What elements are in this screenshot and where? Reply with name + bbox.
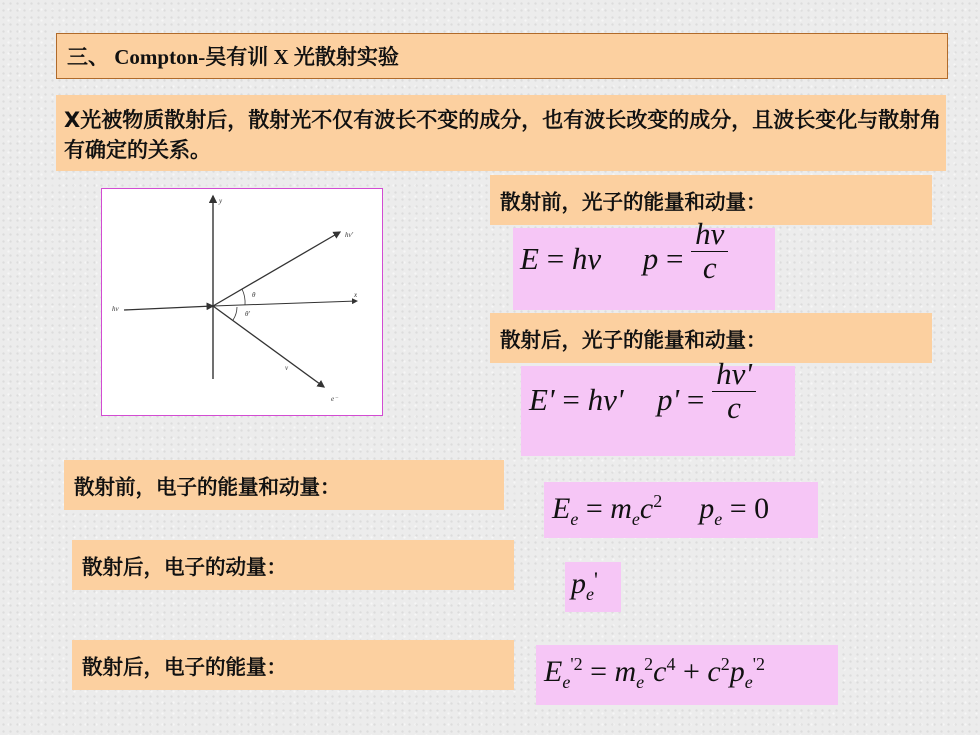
equals-sign: = — [729, 492, 747, 525]
fraction-denominator: c — [702, 249, 717, 285]
theta-arc — [242, 289, 245, 305]
c-symbol: c — [707, 655, 721, 688]
plus-sign: + — [683, 655, 700, 688]
p-symbol: p — [642, 241, 659, 277]
fraction-denominator: c — [727, 389, 741, 425]
momentum-fraction — [712, 358, 756, 424]
equals-sign: = — [590, 655, 607, 688]
equals-sign: = — [686, 382, 705, 418]
E-prime-symbol: E' — [529, 382, 555, 418]
electron-energy-equation — [536, 645, 838, 705]
p-symbol: p — [729, 655, 745, 688]
subscript-e: e — [562, 672, 571, 692]
equals-sign: = — [546, 241, 565, 277]
y-axis-label: y — [219, 197, 223, 205]
exponent: '2 — [752, 654, 765, 674]
electron-before-label: 散射前，电子的能量和动量： — [64, 460, 504, 510]
E-prime-value: hν' — [587, 382, 624, 418]
theta-label: θ — [252, 291, 256, 299]
c-symbol: c — [639, 492, 654, 525]
equals-sign: = — [665, 241, 684, 277]
prime-mark: ' — [594, 567, 598, 592]
subscript-e: e — [636, 672, 645, 692]
exponent: 2 — [644, 654, 654, 674]
electron-before-equation — [544, 482, 818, 538]
subscript-e: e — [714, 509, 723, 529]
p-prime-symbol: p' — [656, 382, 680, 418]
subscript-e: e — [570, 509, 579, 529]
subscript-e: e — [631, 509, 640, 529]
x-axis-label: x — [354, 291, 358, 299]
x-axis — [213, 301, 357, 306]
electron-line — [213, 306, 324, 387]
electron-label: e⁻ — [331, 395, 338, 403]
intro-text: X光被物质散射后，散射光不仅有波长不变的成分，也有波长改变的成分，且波长变化与散射角有确定的关系。 — [56, 95, 946, 171]
incident-photon-label: hν — [112, 305, 119, 313]
E-symbol: E — [544, 655, 563, 688]
m-symbol: m — [610, 492, 632, 525]
theta-prime-arc — [233, 307, 237, 320]
scattered-photon-line — [213, 232, 340, 306]
p-symbol: p — [699, 492, 715, 525]
theta-prime-label: θ' — [245, 310, 250, 318]
scattering-diagram — [102, 189, 381, 414]
subscript-e: e — [586, 584, 594, 604]
exponent: 2 — [720, 654, 730, 674]
photon-before-equation — [513, 216, 775, 310]
fraction-numerator: hν — [691, 218, 728, 252]
scattered-photon-label: hν' — [345, 231, 354, 239]
slide-title: 三、 Compton-吴有训 X 光散射实验 — [56, 33, 948, 79]
electron-velocity-label: v — [285, 364, 289, 372]
incident-photon-line — [124, 306, 213, 310]
photon-after-label: 散射后，光子的能量和动量： — [490, 313, 932, 363]
E-symbol: E — [520, 241, 539, 277]
zero-value: 0 — [754, 492, 770, 525]
exponent: 2 — [653, 491, 663, 511]
photon-before-label: 散射前，光子的能量和动量： — [490, 175, 932, 225]
m-symbol: m — [614, 655, 637, 688]
electron-momentum-expression — [565, 562, 621, 612]
E-value: hν — [571, 241, 602, 277]
subscript-e: e — [744, 672, 753, 692]
E-symbol: E — [552, 492, 571, 525]
photon-after-equation — [521, 356, 795, 456]
exponent: 4 — [666, 654, 676, 674]
p-symbol: p — [571, 567, 586, 600]
c-symbol: c — [653, 655, 667, 688]
fraction-numerator: hν' — [712, 358, 756, 392]
electron-after-momentum-label: 散射后，电子的动量： — [72, 540, 514, 590]
compton-scattering-figure — [101, 188, 383, 416]
equals-sign: = — [585, 492, 603, 525]
electron-after-energy-label: 散射后，电子的能量： — [72, 640, 514, 690]
momentum-fraction — [691, 218, 728, 284]
equals-sign: = — [562, 382, 580, 418]
exponent: '2 — [570, 654, 583, 674]
